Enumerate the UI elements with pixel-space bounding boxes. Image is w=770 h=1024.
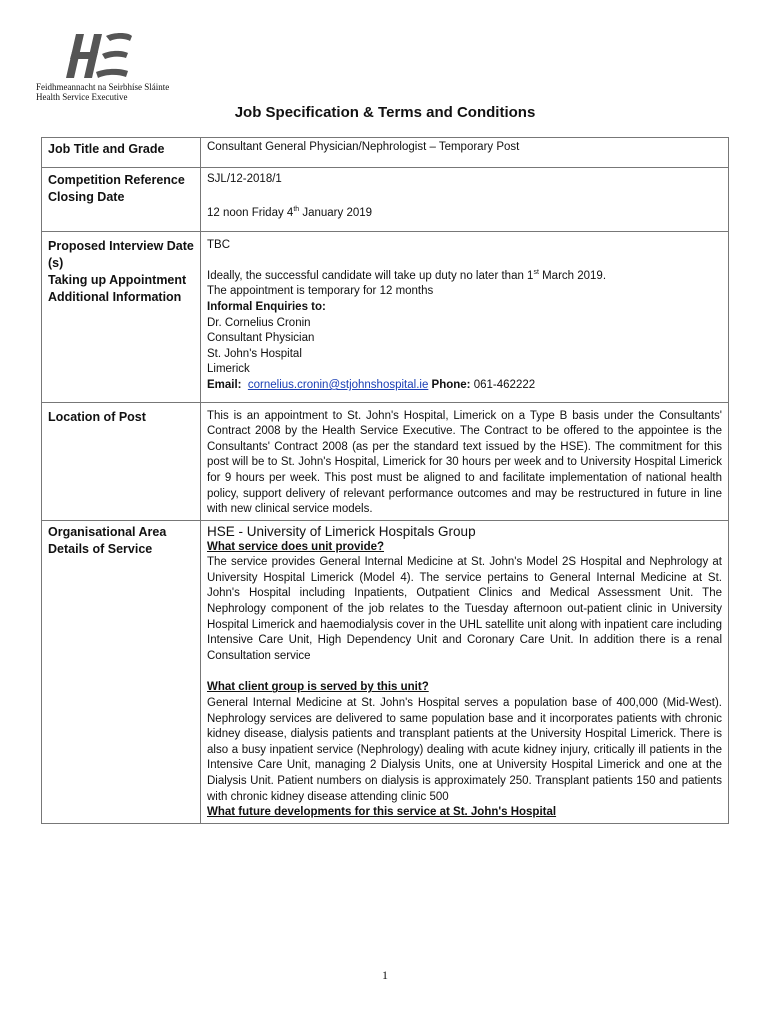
enquiries-line: Dr. Cornelius Cronin xyxy=(207,316,311,329)
logo-english-name: Health Service Executive xyxy=(36,92,128,102)
document-title: Job Specification & Terms and Conditions xyxy=(234,104,536,121)
hse-logo xyxy=(36,30,176,102)
label-taking-up: Taking up Appointment xyxy=(48,273,187,288)
value-job-title: Consultant General Physician/Nephrologist – Temporary Post xyxy=(201,138,729,168)
enquiries-line: St. John's Hospital xyxy=(207,347,302,360)
closing-date-post: January 2019 xyxy=(299,206,373,219)
table-row xyxy=(42,402,729,520)
taking-up-post: March 2019. xyxy=(538,269,607,282)
label-competition-text: Competition Reference xyxy=(48,173,185,187)
value-closing-date xyxy=(207,206,722,222)
label-location: Location of Post xyxy=(42,402,201,520)
label-org-details xyxy=(42,520,201,823)
label-org-area: Organisational Area xyxy=(48,524,167,539)
value-taking-up xyxy=(207,269,722,285)
value-interview: TBC xyxy=(207,239,230,252)
page-number: 1 xyxy=(382,968,388,982)
label-interview-group xyxy=(42,232,201,402)
value-competition-closing xyxy=(201,168,729,232)
taking-up-sup: st xyxy=(533,268,539,276)
table-row xyxy=(42,520,729,823)
phone-value: 061-462222 xyxy=(473,378,536,391)
closing-date-sup: th xyxy=(293,205,300,213)
email-link[interactable]: cornelius.cronin@stjohnshospital.ie xyxy=(247,378,429,391)
label-interview: Proposed Interview Date (s) xyxy=(48,239,194,271)
details-question-1: What service does unit provide? xyxy=(207,540,385,553)
details-question-3: What future developments for this service at St. John's Hospital xyxy=(207,806,557,819)
value-location xyxy=(201,402,729,520)
label-details: Details of Service xyxy=(48,541,153,556)
closing-date-pre: 12 noon Friday 4 xyxy=(207,206,294,219)
value-competition: SJL/12-2018/1 xyxy=(207,173,282,185)
value-org-area: HSE - University of Limerick Hospitals Group xyxy=(207,523,476,539)
job-spec-table xyxy=(41,137,729,824)
phone-label: Phone: xyxy=(431,378,471,391)
email-label: Email: xyxy=(207,378,242,391)
location-text: This is an appointment to St. John's Hospital, Limerick on a Type B basis under the Consultants' Contract 2008 by the Health Service Executive. The Contract to be offered to the appointee is the Consultants' Contract 2008 (as per the standard text issued by the HSE). The commitment for this post will be to St. John's Hospital, Limerick for 30 hours per week and to University Hospital Limerick for 9 hours per week. This post must be aligned to and facilitate implementation of national health policy, support delivery of relevant performance outcomes and may be restructured in future in line with new clinical service models. xyxy=(207,409,722,516)
label-closing-date: Closing Date xyxy=(48,190,125,204)
details-question-2: What client group is served by this unit? xyxy=(207,681,429,694)
enquiries-heading: Informal Enquiries to: xyxy=(207,300,326,313)
table-row xyxy=(42,232,729,402)
value-taking-up-duration: The appointment is temporary for 12 months xyxy=(207,285,434,298)
enquiries-contact xyxy=(207,378,722,394)
enquiries-line: Consultant Physician xyxy=(207,332,315,345)
label-additional: Additional Information xyxy=(48,290,182,305)
table-row xyxy=(42,168,729,232)
details-paragraph-2: General Internal Medicine at St. John's Hospital serves a population base of 400,000 (Mid-West). Nephrology services are delivered to same population base and it incorporates patients with chronic kidney disease, dialysis patients and transplant patients at the University Hospital Limerick. There is also a busy inpatient service (Nephrology) dealing with acute kidney injury, critically ill patients in the Intensive Care Unit, managing 2 Dialysis Units, one at University Hospital Limerick and one at the Dialysis Unit. Patient numbers on dialysis is approximately 250. Transplant patients 150 and patients with chronic kidney disease attending clinic 500 xyxy=(207,697,722,803)
label-job-title: Job Title and Grade xyxy=(42,138,201,168)
value-interview-group xyxy=(201,232,729,402)
taking-up-pre: Ideally, the successful candidate will take up duty no later than 1 xyxy=(207,269,534,282)
enquiries-line: Limerick xyxy=(207,363,250,376)
value-org-details xyxy=(201,520,729,823)
details-paragraph-1: The service provides General Internal Medicine at St. John's Model 2S Hospital and Nephrology at University Hospital Limerick (Model 4). The service pertains to General Internal Medicine at St. John's Hospital including Inpatients, Outpatient Clinics and Medical Assessment Unit. The Nephrology component of the job relates to the Tuesday afternoon out-patient clinic in University Hospital Limerick and haemodialysis cover in the UHL satellite unit along with inpatient care including Intensive Care Unit, High Dependency Unit and Coronary Care Unit. In addition there is a renal Consultation service xyxy=(207,556,722,662)
logo-irish-name: Feidhmeannacht na Seirbhíse Sláinte xyxy=(36,82,170,92)
hse-logo-mark xyxy=(36,30,136,82)
label-competition xyxy=(42,168,201,232)
table-row xyxy=(42,138,729,168)
